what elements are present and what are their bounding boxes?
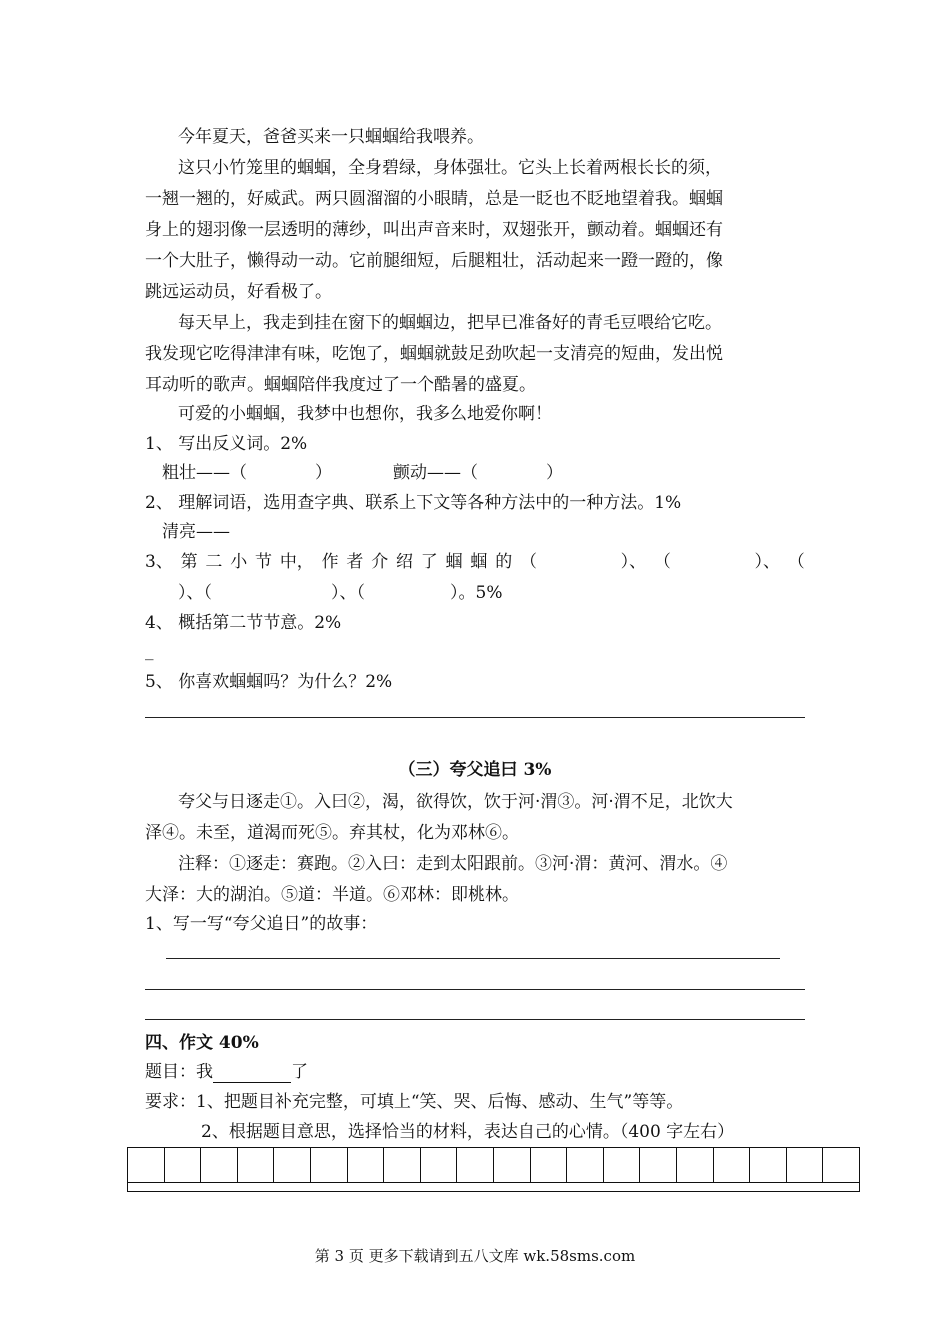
grid-cell — [384, 1148, 421, 1182]
grid-cell — [640, 1148, 677, 1182]
grid-cell — [567, 1148, 604, 1182]
question-5: 5、 你喜欢蝈蝈吗？为什么？2% — [145, 672, 393, 692]
q3-token: 二 — [205, 552, 223, 572]
question-1-antonym-a: 粗壮——（ ） — [162, 463, 332, 483]
grid-cell — [274, 1148, 311, 1182]
section-3-notes-l2: 大泽：大的湖泊。⑤道：半道。⑥邓林：即桃林。 — [145, 885, 519, 905]
grid-cell — [531, 1148, 568, 1182]
grid-cell — [348, 1148, 385, 1182]
composition-grid — [127, 1147, 860, 1183]
q3-token: 者 — [346, 552, 364, 572]
q3-token: 的 — [495, 552, 513, 572]
q3-token: 蝈 — [445, 552, 463, 572]
passage-p3-l3: 耳动听的歌声。蝈蝈陪伴我度过了一个酷暑的盛夏。 — [145, 375, 536, 395]
grid-cell — [457, 1148, 494, 1182]
grid-cell — [165, 1148, 202, 1182]
topic-prefix: 题目：我 — [145, 1062, 213, 1082]
composition-topic — [145, 1061, 308, 1083]
question-4: 4、 概括第二节节意。2% — [145, 613, 342, 633]
grid-cell — [823, 1148, 859, 1182]
answer-line-q5 — [145, 717, 805, 718]
composition-requirement-2: 2、根据题目意思，选择恰当的材料，表达自己的心情。（400 字左右） — [201, 1122, 735, 1142]
q3-token: ）、 — [754, 552, 780, 572]
grid-cell — [421, 1148, 458, 1182]
grid-bottom-strip — [127, 1183, 860, 1192]
grid-cell — [787, 1148, 824, 1182]
q3-token: （ — [653, 552, 671, 572]
grid-cell — [750, 1148, 787, 1182]
q3-token: 蝈 — [470, 552, 488, 572]
passage-p1: 今年夏天，爸爸买来一只蝈蝈给我喂养。 — [178, 127, 484, 147]
question-4-answer-mark: _ — [145, 641, 154, 661]
q3-token: （ — [787, 552, 805, 572]
section-4-title: 四、作文 40% — [145, 1033, 259, 1053]
topic-suffix: 了 — [291, 1062, 308, 1082]
passage-p3-l1: 每天早上，我走到挂在窗下的蝈蝈边，把早已准备好的青毛豆喂给它吃。 — [178, 313, 722, 333]
question-3-line-1 — [145, 551, 805, 573]
grid-cell — [128, 1148, 165, 1182]
section-3-question-1: 1、写一写“夸父追日”的故事： — [145, 914, 378, 934]
answer-line-s3-1 — [166, 958, 780, 959]
question-2-word: 清亮—— — [162, 522, 230, 542]
q3-token: 中， — [279, 552, 314, 572]
q3-token: 小 — [230, 552, 248, 572]
passage-p3-l2: 我发现它吃得津津有味，吃饱了，蝈蝈就鼓足劲吹起一支清亮的短曲，发出悦 — [145, 344, 723, 364]
topic-blank — [213, 1064, 291, 1083]
passage-p4: 可爱的小蝈蝈，我梦中也想你，我多么地爱你啊！ — [178, 404, 552, 424]
answer-line-s3-2 — [145, 989, 805, 990]
grid-cell — [311, 1148, 348, 1182]
q3-token: 绍 — [396, 552, 413, 572]
grid-cell — [714, 1148, 751, 1182]
answer-line-s3-3 — [145, 1019, 805, 1020]
composition-requirement-1: 要求：1、把题目补充完整，可填上“笑、哭、后悔、感动、生气”等等。 — [145, 1092, 684, 1112]
grid-cell — [238, 1148, 275, 1182]
q3-token: 3、 — [145, 552, 173, 572]
q3-token: 介 — [371, 552, 389, 572]
q3-token: 第 — [180, 552, 198, 572]
passage-p2-l3: 身上的翅羽像一层透明的薄纱，叫出声音来时，双翅张开，颤动着。蝈蝈还有 — [145, 220, 723, 240]
section-3-title: （三）夸父追曰 3% — [398, 760, 552, 780]
q3-token: ）、 — [620, 552, 647, 572]
grid-cell — [201, 1148, 238, 1182]
passage-p2-l2: 一翘一翘的，好威武。两只圆溜溜的小眼睛，总是一眨也不眨地望着我。蝈蝈 — [145, 189, 723, 209]
grid-cell — [604, 1148, 641, 1182]
q3-token: 节 — [255, 552, 273, 572]
question-3-line-2: ）、（ ）、（ ）。5% — [178, 583, 503, 603]
passage-p2-l5: 跳远运动员，好看极了。 — [145, 282, 332, 302]
q3-token: （ — [519, 552, 537, 572]
section-3-text-l2: 泽④。未至，道渴而死⑤。弃其杖，化为邓林⑥。 — [145, 823, 519, 843]
q3-blank — [679, 551, 747, 573]
passage-p2-l1: 这只小竹笼里的蝈蝈，全身碧绿，身体强壮。它头上长着两根长长的须， — [178, 158, 722, 178]
q3-blank — [545, 551, 613, 573]
question-2: 2、 理解词语，选用查字典、联系上下文等各种方法中的一种方法。1% — [145, 493, 682, 513]
question-1: 1、 写出反义词。2% — [145, 434, 308, 454]
q3-token: 作 — [321, 552, 339, 572]
grid-cell — [677, 1148, 714, 1182]
section-3-notes-l1: 注释：①逐走：赛跑。②入曰：走到太阳跟前。③河·渭：黄河、渭水。④ — [178, 854, 728, 874]
passage-p2-l4: 一个大肚子，懒得动一动。它前腿细短，后腿粗壮，活动起来一蹬一蹬的，像 — [145, 251, 723, 271]
grid-cell — [494, 1148, 531, 1182]
section-3-text-l1: 夸父与日逐走①。入曰②，渴，欲得饮，饮于河·渭③。河·渭不足，北饮大 — [178, 792, 733, 812]
page-footer: 第 3 页 更多下载请到五八文库 wk.58sms.com — [314, 1247, 636, 1265]
question-1-antonym-b: 颤动——（ ） — [393, 463, 563, 483]
q3-token: 了 — [420, 552, 438, 572]
